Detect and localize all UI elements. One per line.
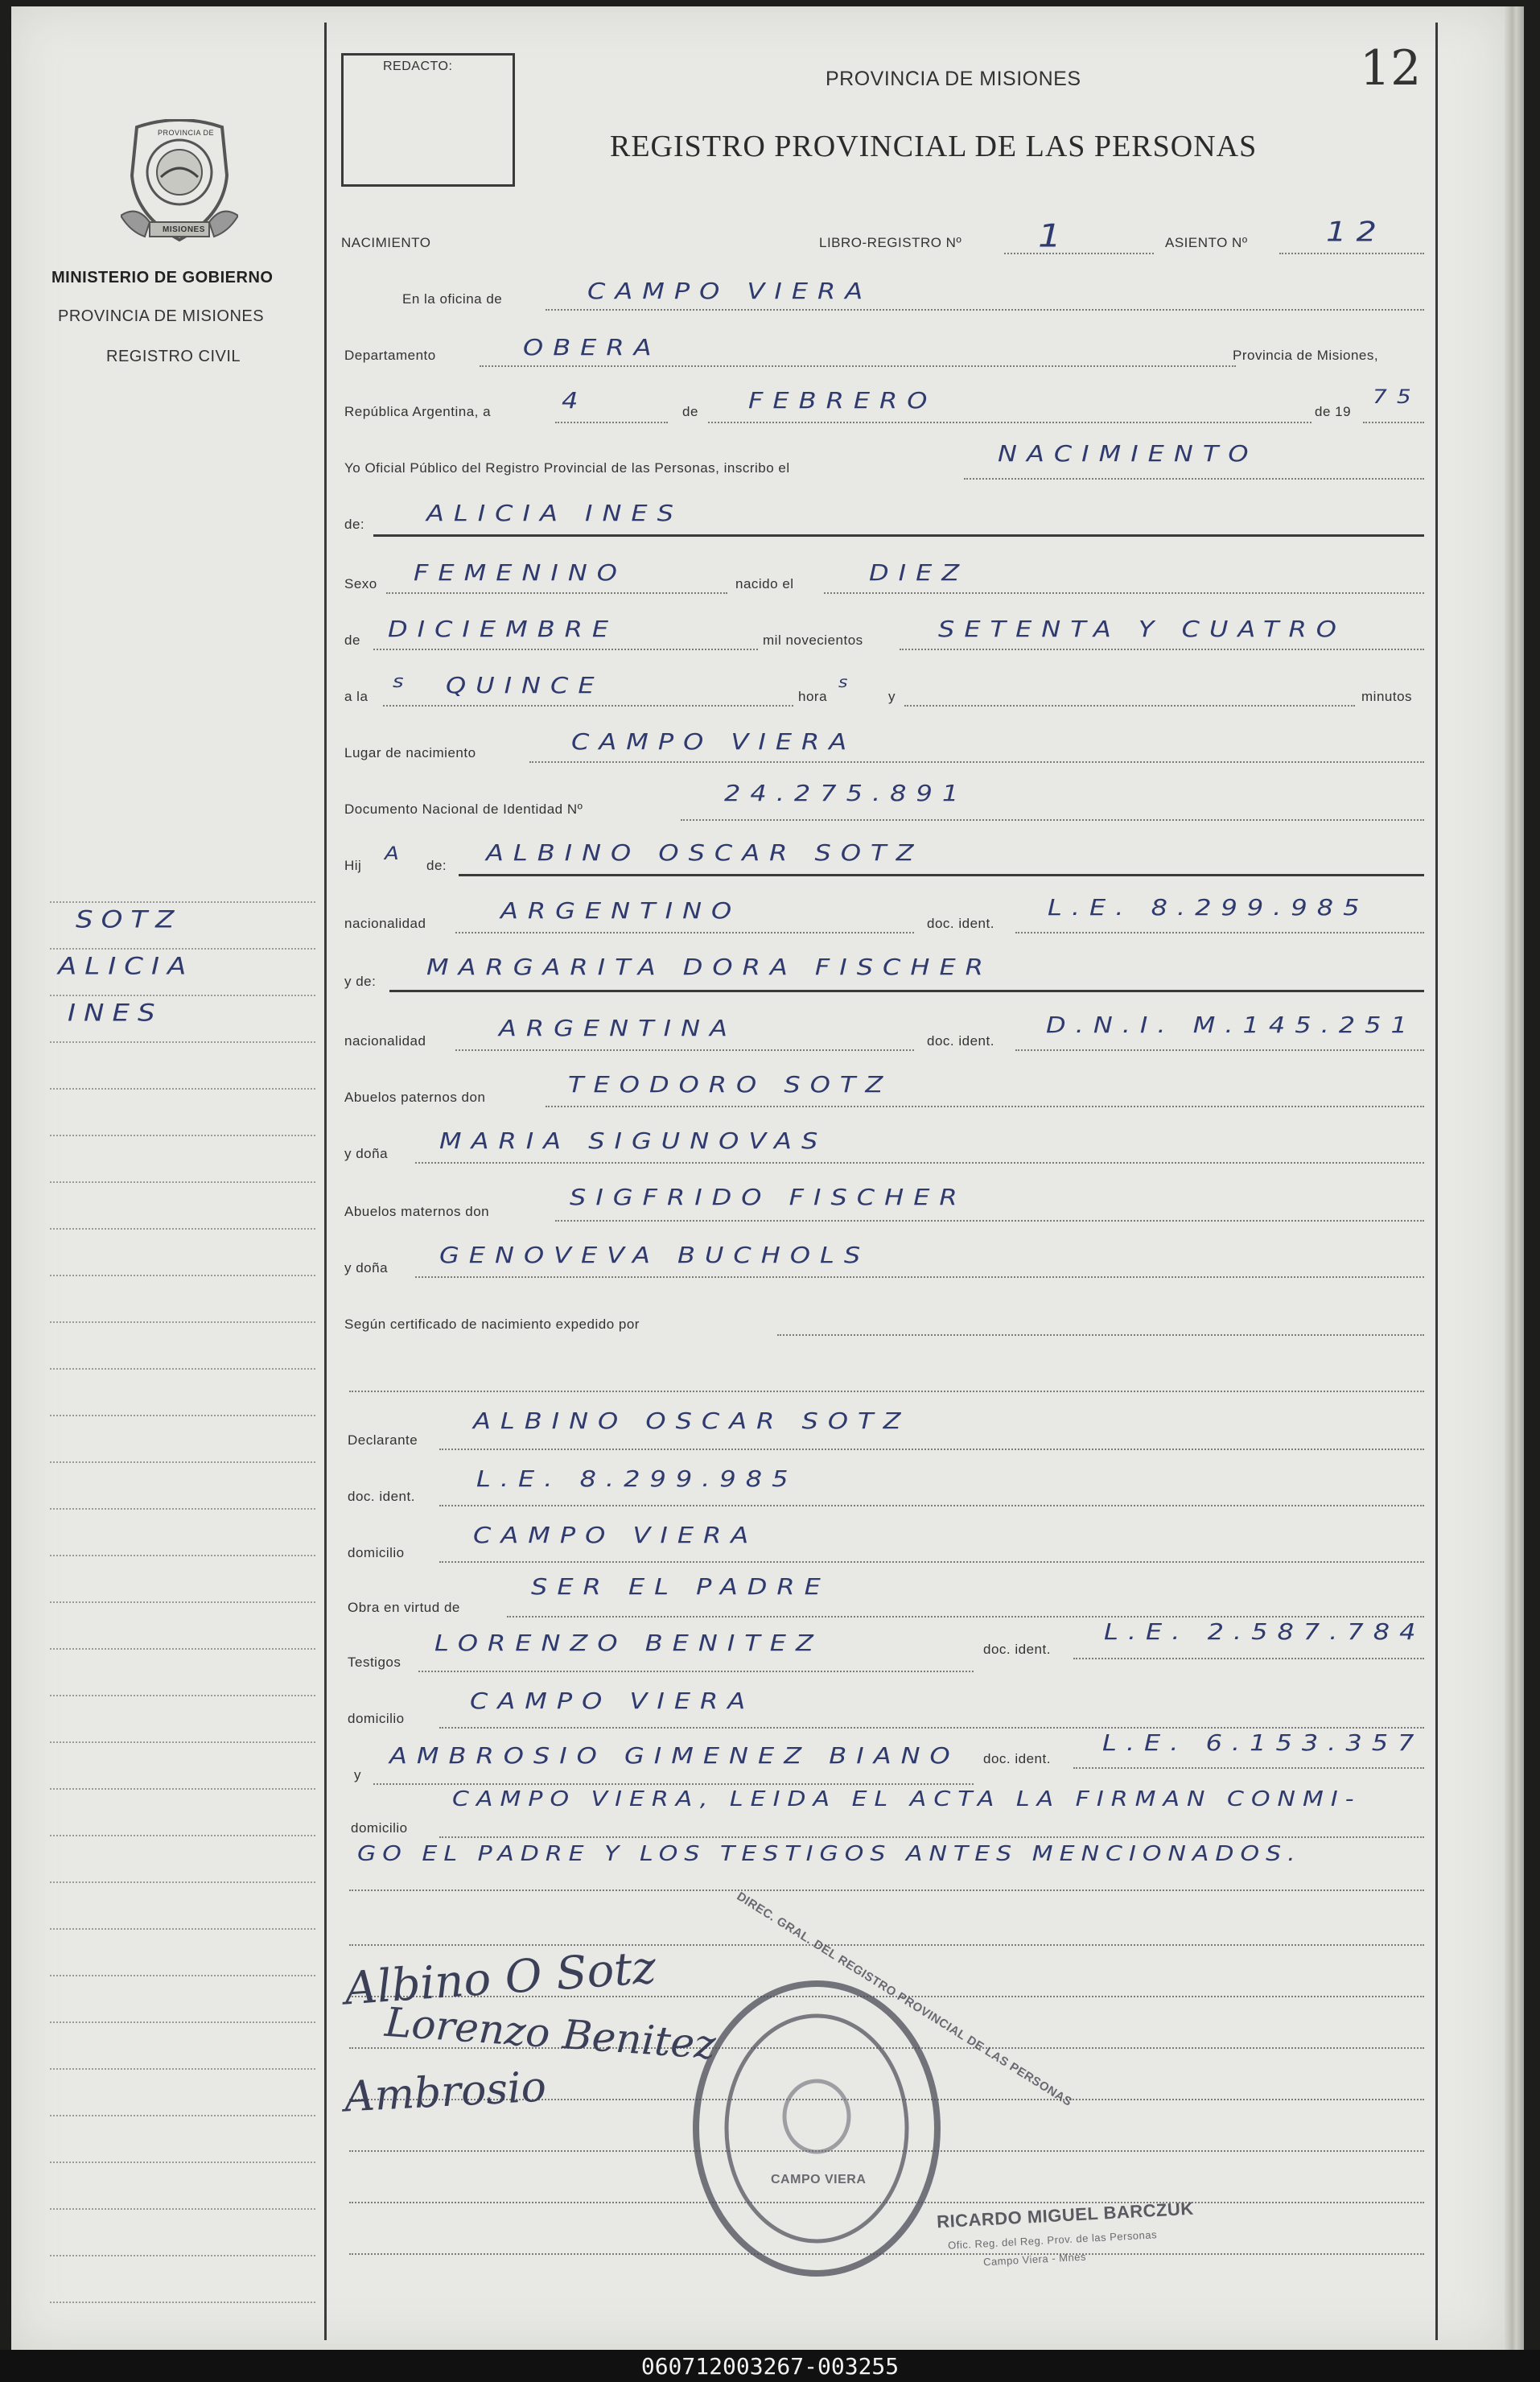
doc-padre-value: L.E. 8.299.985 (1048, 894, 1369, 921)
signature-testigo1: Lorenzo Benitez (383, 1998, 718, 2069)
left-margin-rule (324, 23, 327, 2340)
label-a-la: a la (344, 689, 369, 704)
doc-testigo1-field-line (1073, 1658, 1424, 1659)
label-mil-novecientos: mil novecientos (763, 633, 863, 648)
nacido-field-line (824, 592, 1424, 594)
padre-field-line (459, 874, 1424, 876)
signature-line-1 (349, 1944, 1424, 1946)
label-de-19: de 19 (1315, 404, 1352, 419)
declarante-value: ALBINO OSCAR SOTZ (473, 1407, 911, 1434)
label-obra: Obra en virtud de (348, 1600, 460, 1615)
label-domicilio-testigo1: domicilio (348, 1711, 405, 1726)
label-testigos: Testigos (348, 1655, 401, 1670)
margin-given-name: ALICIA (58, 953, 195, 980)
label-sexo: Sexo (344, 576, 377, 591)
horas-field-line (383, 705, 793, 707)
label-doc-ident-padre: doc. ident. (927, 916, 994, 931)
mes-field-line (708, 422, 1311, 423)
mes-nac-field-line (373, 649, 758, 650)
obra-field-line (507, 1616, 1424, 1618)
documento-field-line (681, 819, 1424, 821)
testigo2-value: AMBROSIO GIMENEZ BIANO (389, 1742, 960, 1769)
abuela-paterna-value: MARIA SIGUNOVAS (439, 1127, 828, 1154)
label-doc-ident-testigo2: doc. ident. (983, 1751, 1051, 1766)
label-abuelos-maternos: Abuelos maternos don (344, 1204, 490, 1219)
page-edge (1505, 6, 1524, 2350)
asiento-field-line (1279, 253, 1424, 254)
domicilio-testigo2-line1: CAMPO VIERA, LEIDA EL ACTA LA FIRMAN CONMI- (452, 1787, 1361, 1811)
closing-field-line-1 (349, 1890, 1424, 1891)
label-abuelos-paternos: Abuelos paternos don (344, 1090, 486, 1105)
doc-testigo2-field-line (1073, 1767, 1424, 1769)
sexo-field-line (386, 592, 727, 594)
segun-field-line-2 (349, 1391, 1424, 1392)
label-republica: República Argentina, a (344, 404, 492, 419)
libro-field-line (1004, 253, 1154, 254)
label-minutos: minutos (1361, 689, 1413, 704)
officer-place: Campo Viera - Mnes (982, 2250, 1087, 2269)
doc-madre-field-line (1015, 1049, 1424, 1051)
inscribo-value: NACIMIENTO (998, 440, 1258, 467)
label-domicilio-testigo2: domicilio (351, 1820, 408, 1836)
hij-a-value: A (385, 843, 409, 864)
page-number: 12 (1360, 40, 1422, 97)
margin-surname: SOTZ (76, 906, 183, 933)
departamento-field-line (480, 365, 1236, 367)
obra-value: SER EL PADRE (531, 1573, 830, 1600)
page-title: REGISTRO PROVINCIAL DE LAS PERSONAS (610, 130, 1258, 163)
label-doc-ident-declarante: doc. ident. (348, 1489, 415, 1504)
label-y-testigo2: y (354, 1767, 361, 1782)
label-doc-ident-testigo1: doc. ident. (983, 1642, 1051, 1657)
oficina-value: CAMPO VIERA (587, 278, 873, 304)
padre-value: ALBINO OSCAR SOTZ (486, 839, 924, 866)
label-nacido-el: nacido el (735, 576, 794, 591)
label-departamento: Departamento (344, 348, 436, 363)
doc-testigo2-value: L.E. 6.153.357 (1102, 1729, 1424, 1756)
label-hij: Hij (344, 858, 362, 873)
domicilio-testigo2-line2: GO EL PADRE Y LOS TESTIGOS ANTES MENCIONADOS. (357, 1842, 1302, 1866)
abuelo-materno-value: SIGFRIDO FISCHER (570, 1184, 967, 1210)
label-nacionalidad-madre: nacionalidad (344, 1033, 426, 1049)
anio-field-line (1363, 422, 1424, 423)
label-y-dona-paterna: y doña (344, 1146, 389, 1161)
sexo-value: FEMENINO (414, 559, 627, 586)
nombre-field-line (373, 534, 1424, 537)
anio-nac-field-line (900, 649, 1424, 650)
domicilio-testigo1-value: CAMPO VIERA (470, 1688, 756, 1714)
label-y-de-madre: y de: (344, 974, 377, 989)
doc-testigo1-value: L.E. 2.587.784 (1104, 1618, 1426, 1645)
libro-value: 1 (1038, 217, 1072, 254)
domicilio-testigo1-field-line (439, 1727, 1424, 1729)
label-documento: Documento Nacional de Identidad Nº (344, 802, 583, 817)
dia-field-line (555, 422, 668, 423)
officer-name: RICARDO MIGUEL BARCZUK (936, 2198, 1195, 2232)
doc-declarante-value: L.E. 8.299.985 (476, 1465, 798, 1492)
minutos-field-line (904, 705, 1355, 707)
signature-declarante: Albino O Sotz (343, 1941, 658, 2016)
label-y-minutos: y (888, 689, 896, 704)
documento-value: 24.275.891 (724, 780, 969, 806)
registry-stamp-icon (684, 1972, 949, 2285)
label-domicilio-declarante: domicilio (348, 1545, 405, 1560)
nacido-value: DIEZ (869, 559, 970, 586)
officer-title: Ofic. Reg. del Reg. Prov. de las Personas (947, 2228, 1158, 2252)
label-lugar: Lugar de nacimiento (344, 745, 476, 760)
madre-field-line (389, 990, 1424, 992)
document-id: 060712003267-003255 (640, 2353, 900, 2380)
inscribo-field-line (964, 478, 1424, 480)
anio-value: 75 (1373, 385, 1421, 408)
stamp-center-text: CAMPO VIERA (771, 2173, 867, 2186)
doc-madre-value: D.N.I. M.145.251 (1046, 1012, 1417, 1038)
label-hora: hora (798, 689, 828, 704)
domicilio-declarante-value: CAMPO VIERA (473, 1522, 759, 1548)
horas-value: QUINCE (446, 672, 604, 699)
right-margin-rule (1435, 23, 1438, 2340)
testigo2-field-line (373, 1783, 974, 1785)
stamp-ring-text: DIREC. GRAL. DEL REGISTRO PROVINCIAL DE LAS PERSONAS (734, 1889, 1075, 2110)
mes-nac-value: DICIEMBRE (388, 616, 619, 642)
nac-padre-field-line (455, 932, 914, 933)
madre-value: MARGARITA DORA FISCHER (426, 954, 993, 980)
province-heading: PROVINCIA DE MISIONES (826, 68, 1081, 90)
redacto-label: REDACTO: (383, 60, 453, 73)
a-la-s-value: s (393, 671, 414, 692)
dia-value: 4 (562, 387, 588, 414)
nombre-value: ALICIA INES (426, 500, 683, 526)
label-de-mes: de (682, 404, 698, 419)
label-doc-ident-madre: doc. ident. (927, 1033, 994, 1049)
segun-field-line (777, 1334, 1424, 1336)
label-oficina: En la oficina de (402, 291, 503, 307)
ministry-line1: MINISTERIO DE GOBIERNO (51, 269, 274, 286)
label-libro: LIBRO-REGISTRO Nº (819, 235, 962, 250)
nac-padre-value: ARGENTINO (500, 897, 742, 924)
label-de-mes-nac: de (344, 633, 360, 648)
abuela-paterna-field-line (415, 1162, 1424, 1164)
label-de-nombre: de: (344, 517, 365, 532)
label-nacionalidad-padre: nacionalidad (344, 916, 426, 931)
departamento-value: OBERA (523, 334, 661, 361)
oficina-field-line (546, 309, 1424, 311)
label-nacimiento: NACIMIENTO (341, 235, 431, 250)
nac-madre-field-line (455, 1049, 914, 1051)
seal-ring-top: PROVINCIA DE (158, 129, 215, 137)
mes-value: FEBRERO (748, 387, 937, 414)
anio-nac-value: SETENTA Y CUATRO (938, 616, 1346, 642)
nac-madre-value: ARGENTINA (499, 1015, 737, 1041)
ministry-line3: REGISTRO CIVIL (106, 348, 241, 365)
label-de-padre: de: (426, 858, 447, 873)
seal-ring-bottom: MISIONES (163, 225, 205, 234)
label-provincia-misiones: Provincia de Misiones, (1233, 348, 1379, 363)
lugar-field-line (529, 761, 1424, 763)
hora-s-value: s (838, 674, 858, 691)
domicilio-declarante-field-line (439, 1561, 1424, 1563)
testigo1-field-line (418, 1671, 974, 1672)
label-yo-oficial: Yo Oficial Público del Registro Provincial de las Personas, inscribo el (344, 460, 790, 476)
testigo1-value: LORENZO BENITEZ (434, 1630, 823, 1656)
abuela-materna-field-line (415, 1276, 1424, 1278)
ministry-line2: PROVINCIA DE MISIONES (58, 307, 265, 325)
doc-declarante-field-line (439, 1505, 1424, 1506)
abuelo-paterno-value: TEODORO SOTZ (568, 1071, 893, 1098)
declarante-field-line (439, 1449, 1424, 1450)
label-segun: Según certificado de nacimiento expedido por (344, 1317, 640, 1332)
label-declarante: Declarante (348, 1432, 418, 1448)
signature-testigo2: Ambrosio (343, 2063, 548, 2122)
label-asiento: ASIENTO Nº (1165, 235, 1248, 250)
label-y-dona-materna: y doña (344, 1260, 389, 1275)
abuelo-paterno-field-line (546, 1106, 1424, 1107)
domicilio-testigo2-field-line (439, 1836, 1424, 1838)
doc-padre-field-line (1015, 932, 1424, 933)
margin-second-name: INES (68, 999, 163, 1027)
abuelo-materno-field-line (555, 1220, 1424, 1222)
abuela-materna-value: GENOVEVA BUCHOLS (439, 1242, 871, 1268)
lugar-value: CAMPO VIERA (571, 728, 857, 755)
asiento-value: 12 (1326, 216, 1386, 248)
